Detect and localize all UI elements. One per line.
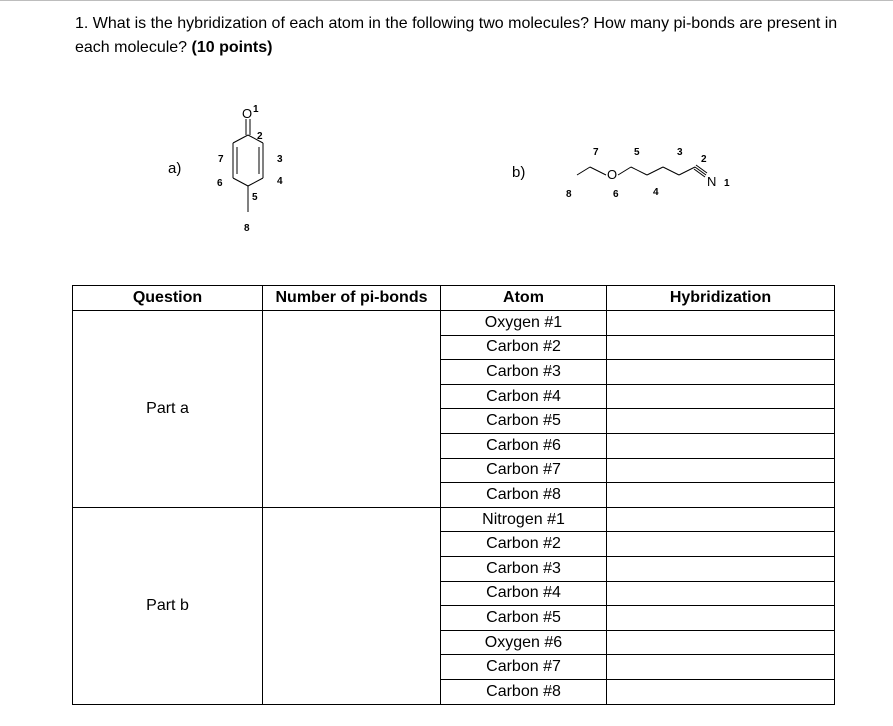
atom-cell: Oxygen #1 (441, 311, 607, 336)
table-header-row (73, 286, 835, 311)
hybridization-cell[interactable] (607, 384, 835, 409)
top-divider (0, 0, 893, 1)
atom-cell: Carbon #8 (441, 483, 607, 508)
header-pi-bonds: Number of pi-bonds (263, 286, 441, 311)
part-a-label: Part a (73, 311, 263, 508)
atom-number: 2 (701, 154, 707, 165)
atom-cell: Carbon #3 (441, 360, 607, 385)
part-b-label: Part b (73, 507, 263, 704)
hybridization-cell[interactable] (607, 581, 835, 606)
hybridization-cell[interactable] (607, 311, 835, 336)
atom-number: 4 (277, 176, 283, 187)
part-a-pi-bonds-cell[interactable] (263, 311, 441, 508)
atom-cell: Carbon #4 (441, 581, 607, 606)
hybridization-cell[interactable] (607, 532, 835, 557)
atom-number: 6 (613, 189, 619, 200)
question-text (75, 12, 855, 60)
hybridization-cell[interactable] (607, 606, 835, 631)
atom-number: 6 (217, 178, 223, 189)
atom-cell: Nitrogen #1 (441, 507, 607, 532)
atom-number: 3 (677, 147, 683, 158)
molecule-b-oxygen: O (607, 167, 618, 182)
hybridization-cell[interactable] (607, 630, 835, 655)
atom-number: 5 (252, 192, 258, 203)
question-prompt: 1. What is the hybridization of each atom in the following two molecules? How many pi-bonds are present in each molecule? (75, 15, 838, 56)
atom-cell: Carbon #3 (441, 556, 607, 581)
hybridization-cell[interactable] (607, 360, 835, 385)
molecule-b-label: b) (512, 164, 526, 181)
molecule-a-oxygen: O (242, 106, 253, 121)
hybridization-cell[interactable] (607, 483, 835, 508)
atom-cell: Carbon #7 (441, 655, 607, 680)
atom-cell: Oxygen #6 (441, 630, 607, 655)
hybridization-cell[interactable] (607, 458, 835, 483)
header-atom: Atom (441, 286, 607, 311)
atom-number: 8 (244, 223, 250, 234)
hybridization-cell[interactable] (607, 335, 835, 360)
atom-number: 7 (593, 147, 599, 158)
header-hybridization: Hybridization (607, 286, 835, 311)
header-question: Question (73, 286, 263, 311)
molecule-a-label: a) (168, 160, 182, 177)
atom-number: 3 (277, 154, 283, 165)
molecule-b-nitrogen: N (707, 174, 717, 189)
atom-number: 7 (218, 154, 224, 165)
hybridization-cell[interactable] (607, 679, 835, 704)
atom-number: 8 (566, 189, 572, 200)
hybridization-cell[interactable] (607, 556, 835, 581)
molecule-b-structure (500, 135, 760, 215)
atom-number: 1 (724, 178, 730, 189)
atom-number: 2 (257, 131, 263, 142)
atom-number: 1 (253, 104, 259, 115)
hybridization-cell[interactable] (607, 507, 835, 532)
atom-cell: Carbon #8 (441, 679, 607, 704)
molecule-a (150, 100, 310, 245)
atom-cell: Carbon #4 (441, 384, 607, 409)
question-points: (10 points) (191, 39, 273, 56)
atom-cell: Carbon #2 (441, 532, 607, 557)
atom-cell: Carbon #6 (441, 433, 607, 458)
atom-cell: Carbon #5 (441, 409, 607, 434)
atom-number: 5 (634, 147, 640, 158)
hybridization-cell[interactable] (607, 655, 835, 680)
molecule-a-structure (150, 100, 310, 240)
hybridization-cell[interactable] (607, 433, 835, 458)
table-row (73, 311, 835, 336)
atom-number: 4 (653, 187, 659, 198)
molecule-b (500, 135, 760, 220)
atom-cell: Carbon #7 (441, 458, 607, 483)
part-b-pi-bonds-cell[interactable] (263, 507, 441, 704)
table-row (73, 507, 835, 532)
hybridization-table (72, 285, 835, 705)
atom-cell: Carbon #2 (441, 335, 607, 360)
atom-cell: Carbon #5 (441, 606, 607, 631)
hybridization-cell[interactable] (607, 409, 835, 434)
